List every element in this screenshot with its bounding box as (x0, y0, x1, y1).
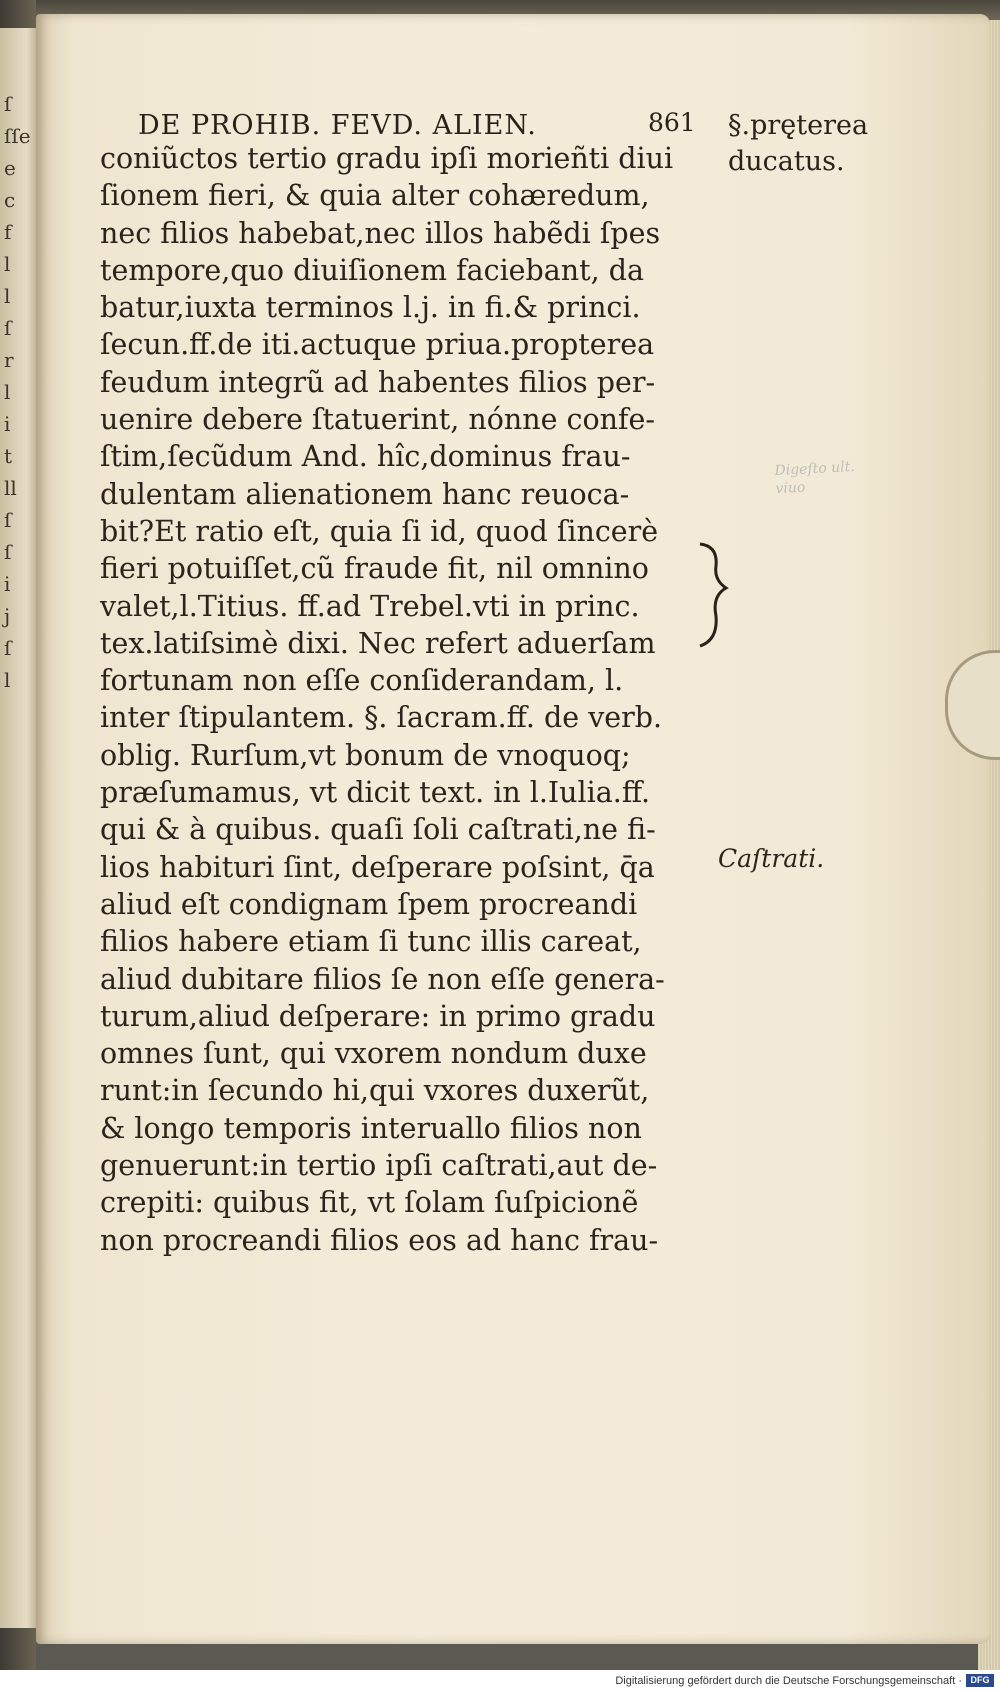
text-line: coniũctos tertio gradu ipſi morieñti diui (100, 142, 674, 175)
text-line: filios habere etiam ſi tunc illis careat, (100, 925, 642, 959)
margin-note-castrati: Caſtrati. (718, 844, 825, 873)
footer-credit: Digitalisierung gefördert durch die Deutsche Forschungsgemeinschaft · (615, 1675, 962, 1687)
left-page-fragment: j (4, 604, 11, 628)
left-page-fragment: l (4, 284, 11, 308)
left-page-fragment: ſ (4, 636, 12, 660)
text-line: tempore,quo diuiſionem faciebant, da (100, 253, 644, 287)
faint-note-line: viuo (775, 479, 806, 498)
text-line: inter ſtipulantem. §. ſacram.ff. de verb. (100, 701, 663, 735)
margin-note-preterea (728, 108, 868, 180)
left-page-fragment: ſſe (4, 124, 31, 148)
left-page-fragment: ſ (4, 540, 12, 564)
left-page-fragment: i (4, 572, 11, 596)
text-line: genuerunt:in tertio ipſi caſtrati,aut de- (100, 1149, 658, 1183)
left-page-fragment: c (4, 188, 16, 212)
left-page-fragment: l (4, 380, 11, 404)
left-page-fragment: ſ (4, 508, 12, 532)
left-page-edge (0, 28, 38, 1628)
text-line: tex.latiſsimè dixi. Nec refert aduerſam (100, 626, 656, 660)
text-line: batur,iuxta terminos l.j. in fi.& princi. (100, 291, 641, 325)
handwritten-bracket-mark (696, 536, 736, 656)
left-page-fragment: r (4, 348, 14, 372)
text-line: ſecun.ff.de iti.actuque priua.propterea (100, 328, 655, 362)
text-line: præſumamus, vt dicit text. in l.Iulia.ff. (100, 776, 651, 810)
text-line: oblig. Rurſum,vt bonum de vnoquoq; (100, 738, 631, 772)
text-line: runt:in ſecundo hi,qui vxores duxerũt, (100, 1074, 650, 1108)
text-line: bit?Et ratio eſt, quia ſi id, quod ſincerè (100, 514, 659, 548)
text-line: uenire debere ſtatuerint, nónne confe- (100, 403, 656, 437)
text-line: crepiti: quibus fit, vt ſolam ſuſpicionẽ (100, 1186, 639, 1220)
margin-note-line: §.prę̨terea (728, 110, 869, 141)
left-page-fragment: e (4, 156, 16, 180)
text-line: ſionem fieri, & quia alter cohæredum, (100, 179, 650, 213)
left-page-fragment: l (4, 668, 11, 692)
folio-number: 861 (648, 108, 696, 137)
text-line: dulentam alienationem hanc reuoca- (100, 477, 630, 511)
body-text (100, 140, 720, 1259)
text-line: valet,l.Titius. ff.ad Trebel.vti in princ. (100, 589, 640, 623)
left-page-fragment: f (4, 220, 12, 244)
margin-note-line: ducatus. (728, 146, 845, 177)
text-line: fieri potuiſſet,cũ fraude fit, nil omnino (100, 552, 649, 586)
left-page-fragment: l (4, 252, 11, 276)
left-page-fragment: i (4, 412, 11, 436)
faint-bleed-through-note (774, 458, 856, 498)
text-line: non procreandi filios eos ad hanc frau- (100, 1223, 659, 1257)
text-line: lios habituri ſint, deſperare poſsint, q̄a (100, 850, 655, 884)
text-line: fortunam non eſſe conſiderandam, l. (100, 664, 624, 698)
text-line: qui & à quibus. quaſi ſoli caſtrati,ne fi- (100, 813, 656, 847)
text-line: omnes ſunt, qui vxorem nondum duxe (100, 1037, 647, 1071)
text-line: & longo temporis interuallo filios non (100, 1111, 642, 1145)
text-line: aliud eſt condignam ſpem procreandi (100, 887, 638, 921)
text-line: nec filios habebat,nec illos habẽdi ſpes (100, 216, 661, 250)
faint-note-line: Digeſto ult. (774, 458, 856, 480)
left-page-fragment: ſ (4, 316, 12, 340)
text-line: aliud dubitare filios ſe non eſſe genera- (100, 962, 665, 996)
dfg-logo: DFG (966, 1674, 994, 1687)
text-line: feudum integrũ ad habentes filios per- (100, 365, 656, 399)
running-header: DE PROHIB. FEVD. ALIEN. (138, 110, 537, 141)
text-line: turum,aliud deſperare: in primo gradu (100, 999, 656, 1033)
left-page-fragment: ll (4, 476, 17, 500)
footer-bar (0, 1670, 1000, 1692)
left-page-fragments (4, 88, 30, 1188)
left-page-fragment: t (4, 444, 13, 468)
left-page-fragment: ſ (4, 92, 12, 116)
text-line: ſtim,ſecũdum And. hîc,dominus frau- (100, 440, 631, 474)
